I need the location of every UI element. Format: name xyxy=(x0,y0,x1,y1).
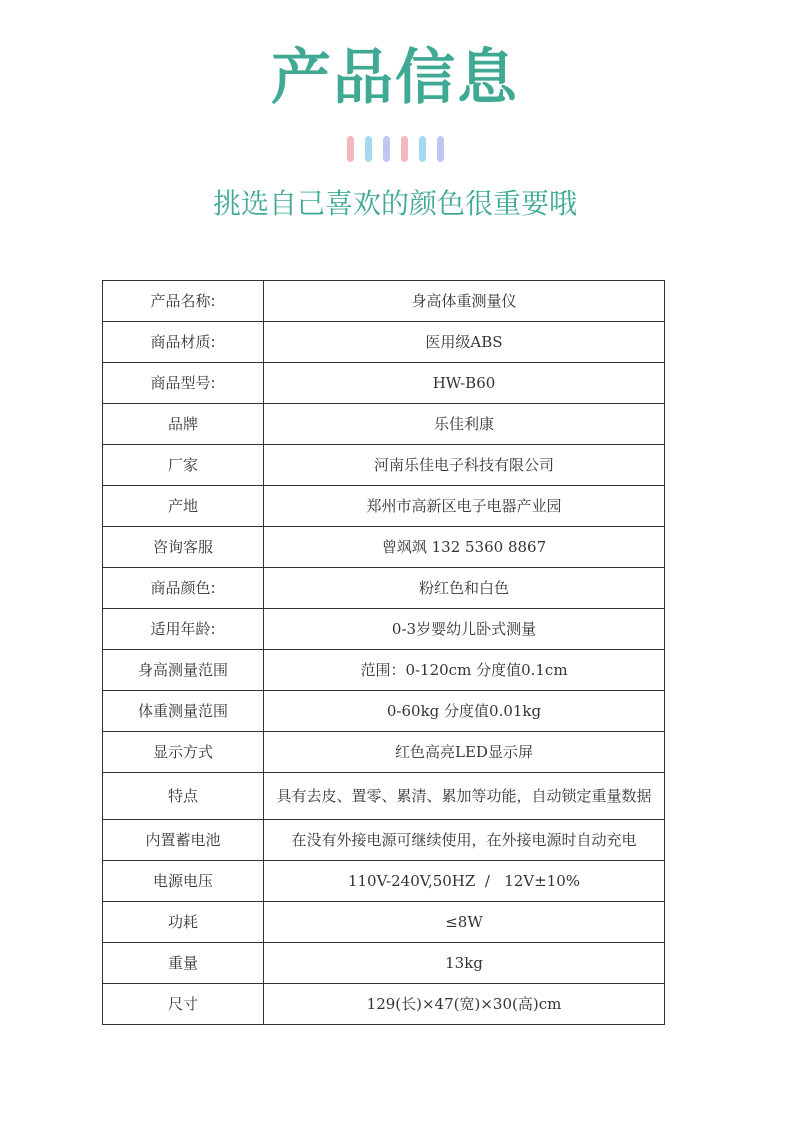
table-row xyxy=(103,861,665,902)
table-row xyxy=(103,820,665,861)
spec-label: 咨询客服 xyxy=(103,527,264,568)
spec-value: 乐佳利康 xyxy=(264,404,665,445)
spec-label: 商品型号: xyxy=(103,363,264,404)
table-row xyxy=(103,404,665,445)
spec-value: 红色高亮LED显示屏 xyxy=(264,732,665,773)
spec-value: 在没有外接电源可继续使用，在外接电源时自动充电 xyxy=(264,820,665,861)
spec-value: 身高体重测量仪 xyxy=(264,281,665,322)
table-row xyxy=(103,322,665,363)
color-bar xyxy=(347,136,354,162)
table-row xyxy=(103,445,665,486)
table-row xyxy=(103,527,665,568)
spec-label: 重量 xyxy=(103,943,264,984)
spec-label: 商品颜色: xyxy=(103,568,264,609)
spec-value: 曾飒飒 132 5360 8867 xyxy=(264,527,665,568)
spec-label: 适用年龄: xyxy=(103,609,264,650)
color-bar xyxy=(401,136,408,162)
spec-label: 产品名称: xyxy=(103,281,264,322)
spec-label: 显示方式 xyxy=(103,732,264,773)
spec-value: 0-60kg 分度值0.01kg xyxy=(264,691,665,732)
table-row xyxy=(103,568,665,609)
spec-value: 粉红色和白色 xyxy=(264,568,665,609)
spec-label: 厂家 xyxy=(103,445,264,486)
spec-value: 129(长)×47(宽)×30(高)cm xyxy=(264,984,665,1025)
color-bar xyxy=(365,136,372,162)
table-row xyxy=(103,281,665,322)
spec-value: HW-B60 xyxy=(264,363,665,404)
spec-label: 内置蓄电池 xyxy=(103,820,264,861)
spec-label: 品牌 xyxy=(103,404,264,445)
spec-value: 13kg xyxy=(264,943,665,984)
spec-label: 尺寸 xyxy=(103,984,264,1025)
color-bar xyxy=(437,136,444,162)
spec-value: ≤8W xyxy=(264,902,665,943)
color-bar xyxy=(419,136,426,162)
table-row xyxy=(103,984,665,1025)
table-row xyxy=(103,773,665,820)
table-row xyxy=(103,943,665,984)
spec-label: 商品材质: xyxy=(103,322,264,363)
spec-value: 具有去皮、置零、累清、累加等功能，自动锁定重量数据 xyxy=(264,773,665,820)
spec-table xyxy=(102,280,665,1025)
decorative-color-bars xyxy=(0,136,790,162)
spec-value: 郑州市高新区电子电器产业园 xyxy=(264,486,665,527)
page-subtitle: 挑选自己喜欢的颜色很重要哦 xyxy=(212,187,577,220)
spec-label: 产地 xyxy=(103,486,264,527)
spec-label: 特点 xyxy=(103,773,264,820)
table-row xyxy=(103,486,665,527)
table-row xyxy=(103,691,665,732)
spec-label: 功耗 xyxy=(103,902,264,943)
table-row xyxy=(103,363,665,404)
table-row xyxy=(103,902,665,943)
table-row xyxy=(103,732,665,773)
spec-value: 110V-240V,50HZ / 12V±10% xyxy=(264,861,665,902)
spec-value: 0-3岁婴幼儿卧式测量 xyxy=(264,609,665,650)
spec-label: 电源电压 xyxy=(103,861,264,902)
spec-value: 医用级ABS xyxy=(264,322,665,363)
table-row xyxy=(103,609,665,650)
spec-label: 体重测量范围 xyxy=(103,691,264,732)
color-bar xyxy=(383,136,390,162)
spec-value: 河南乐佳电子科技有限公司 xyxy=(264,445,665,486)
spec-label: 身高测量范围 xyxy=(103,650,264,691)
spec-value: 范围：0-120cm 分度值0.1cm xyxy=(264,650,665,691)
page-title: 产品信息 xyxy=(271,43,519,113)
table-row xyxy=(103,650,665,691)
